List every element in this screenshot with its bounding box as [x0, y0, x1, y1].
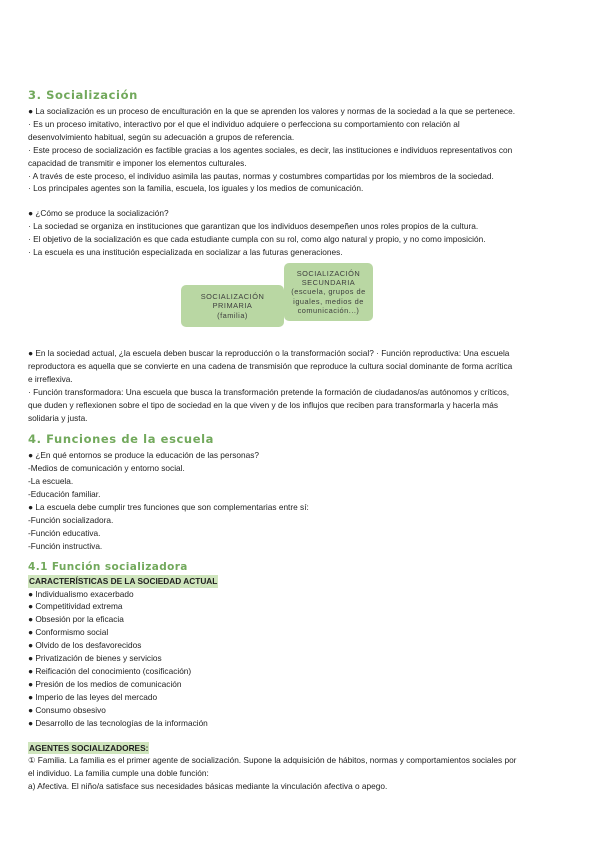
agents-heading: AGENTES SOCIALIZADORES: [29, 742, 149, 753]
text-line: -Medios de comunicación y entorno social. [28, 463, 185, 474]
text-line: ● La socialización es un proceso de enculturación en la que se aprenden los valores y normas de la sociedad a la que se pertenece. [28, 106, 515, 116]
document-content [28, 88, 576, 793]
text-line: · La escuela es una institución especializada en socializar a las futuras generaciones. [28, 247, 343, 258]
text-line: -La escuela. [28, 476, 74, 487]
text-line: · Función transformadora: Una escuela que busca la transformación pretende la formación de ciudadanos/as autónomos y críticos, [28, 386, 510, 397]
list-item: ● Olvido de los desfavorecidos [28, 640, 142, 651]
list-item: ● Privatización de bienes y servicios [28, 653, 162, 664]
text-line: ● ¿Cómo se produce la socialización? [28, 208, 169, 219]
section-4-title: 4. Funciones de la escuela [28, 432, 215, 447]
text-line: ● En la sociedad actual, ¿la escuela deben buscar la reproducción o la transformación social? · Función reproductiva: Una escuela [28, 347, 510, 358]
list-item: ● Individualismo exacerbado [28, 588, 134, 599]
text-line: · Este proceso de socialización es factible gracias a los agentes sociales, es decir, las instituciones e individuos representativos con [28, 144, 513, 155]
text-line: -Función instructiva. [28, 540, 103, 551]
text-line: que duden y reflexionen sobre el tipo de sociedad en la que viven y de los influjos que reciben para transformarla y hacerla más [28, 399, 498, 410]
text-line: · A través de este proceso, el individuo asimila las pautas, normas y costumbres compartidas por los miembros de la sociedad. [28, 170, 494, 181]
socialization-diagram [28, 263, 576, 343]
text-line: reproductora es aquella que se convierte en una cadena de transmisión que reproduce la cultura social dominante de forma acrítica [28, 360, 513, 371]
list-item: ● Obsesión por la eficacia [28, 614, 124, 625]
text-line: capacidad de transmitir e imponer los elementos culturales. [28, 157, 247, 168]
text-line: a) Afectiva. El niño/a satisface sus necesidades básicas mediante la vinculación afectiva o apego. [28, 781, 388, 792]
text-line: solidaria y justa. [28, 412, 88, 423]
text-line: el individuo. La familia cumple una doble función: [28, 768, 209, 779]
list-item: ● Competitividad extrema [28, 601, 123, 612]
text-line: desenvolvimiento habitual, según su adecuación a grupos de referencia. [28, 131, 295, 142]
list-item: ● Presión de los medios de comunicación [28, 678, 182, 689]
text-line: e irreflexiva. [28, 373, 73, 384]
list-item: ● Consumo obsesivo [28, 704, 106, 715]
text-line: ① Familia. La familia es el primer agente de socialización. Supone la adquisición de hábitos, normas y comportamientos sociales por [28, 755, 517, 766]
text-line: ● La escuela debe cumplir tres funciones que son complementarias entre sí: [28, 502, 309, 513]
primary-socialization-label: SOCIALIZACIÓN PRIMARIA (familia) [200, 292, 265, 320]
list-item: ● Imperio de las leyes del mercado [28, 691, 158, 702]
text-line: · La sociedad se organiza en instituciones que garantizan que los individuos desempeñen unos roles propios de la cultura. [28, 221, 479, 232]
text-line: -Educación familiar. [28, 489, 101, 500]
text-line: ● ¿En qué entornos se produce la educación de las personas? [28, 450, 260, 461]
section-4-1-title: 4.1 Función socializadora [28, 560, 188, 573]
characteristics-heading: CARACTERÍSTICAS DE LA SOCIEDAD ACTUAL [29, 575, 218, 586]
primary-socialization-box [181, 285, 284, 327]
text-line: · Es un proceso imitativo, interactivo por el que el individuo adquiere o perfecciona su comportamiento con relación al [28, 118, 460, 129]
list-item: ● Conformismo social [28, 627, 109, 638]
text-line: -Función educativa. [28, 527, 101, 538]
secondary-socialization-label: SOCIALIZACIÓN SECUNDARIA (escuela, grupos de iguales, medios de comunicación...) [291, 268, 366, 315]
text-line: -Función socializadora. [28, 514, 114, 525]
text-line: · El objetivo de la socialización es que cada estudiante cumpla con su rol, como algo natural y propio, y no como imposición. [28, 234, 486, 245]
list-item: ● Reificación del conocimiento (cosificación) [28, 666, 192, 676]
section-3-title: 3. Socialización [28, 88, 138, 102]
secondary-socialization-box [284, 263, 373, 321]
list-item: ● Desarrollo de las tecnologías de la información [28, 717, 208, 728]
text-line: · Los principales agentes son la familia, escuela, los iguales y los medios de comunicación. [28, 183, 364, 194]
